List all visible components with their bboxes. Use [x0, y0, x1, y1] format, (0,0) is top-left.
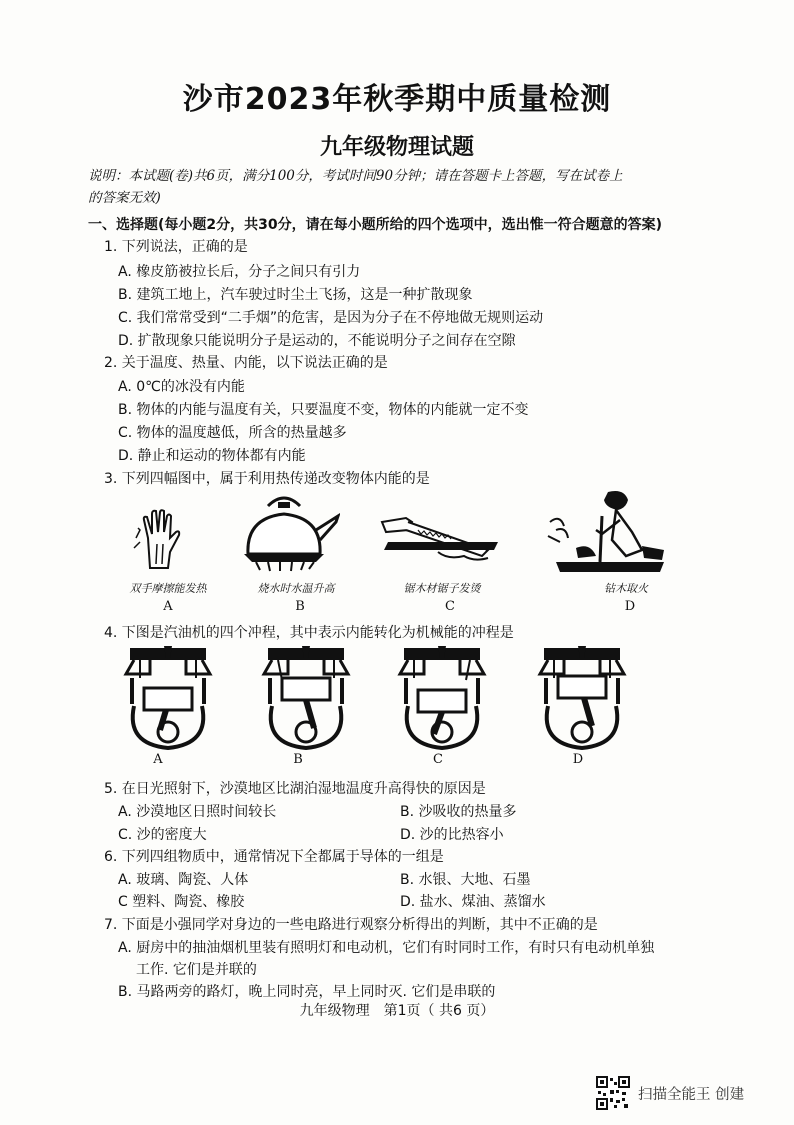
q3-stem: 3. 下列四幅图中，属于利用热传递改变物体内能的是 — [104, 471, 430, 487]
q7-option-a-line2: 工作. 它们是并联的 — [136, 962, 257, 978]
q3-letter-a: A — [163, 599, 173, 614]
q1-stem: 1. 下列说法，正确的是 — [104, 239, 248, 255]
q5-option-a: A. 沙漠地区日照时间较长 — [118, 804, 277, 820]
instructions-line-2: 的答案无效) — [88, 190, 161, 206]
q4-letter-c: C — [433, 752, 443, 767]
q3-letter-d: D — [624, 599, 636, 614]
engine-stroke-c-figure — [394, 644, 490, 752]
q4-letter-a: A — [153, 752, 163, 767]
q5-option-d: D. 沙的比热容小 — [400, 827, 504, 843]
q7-option-b: B. 马路两旁的路灯，晚上同时亮，早上同时灭. 它们是串联的 — [118, 984, 496, 1000]
sawing-wood-figure — [378, 508, 502, 568]
section-1-heading: 一、选择题(每小题2分，共30分，请在每小题所给的四个选项中，选出惟一符合题意的答案) — [88, 217, 663, 233]
kettle-figure — [228, 496, 340, 576]
instructions — [90, 165, 730, 209]
instructions-line-1: 说明：本试题(卷)共6页，满分100分，考试时间90分钟；请在答题卡上答题，写在试卷上 — [88, 168, 623, 184]
q7-stem: 7. 下面是小强同学对身边的一些电路进行观察分析得出的判断，其中不正确的是 — [104, 917, 598, 933]
q6-stem: 6. 下列四组物质中，通常情况下全都属于导体的一组是 — [104, 849, 444, 865]
q4-letter-b: B — [293, 752, 303, 767]
q5-stem: 5. 在日光照射下，沙漠地区比湖泊湿地温度升高得快的原因是 — [104, 781, 486, 797]
watermark-text: 扫描全能王 创建 — [638, 1086, 745, 1103]
engine-stroke-d-figure — [534, 644, 630, 752]
q2-option-b: B. 物体的内能与温度有关，只要温度不变，物体的内能就一定不变 — [118, 402, 529, 418]
q6-option-b: B. 水银、大地、石墨 — [400, 872, 531, 888]
scanner-watermark — [596, 1076, 744, 1110]
q1-option-b: B. 建筑工地上，汽车驶过时尘土飞扬，这是一种扩散现象 — [118, 287, 473, 303]
q3-caption-b: 烧水时水温升高 — [257, 582, 335, 595]
q5-option-b: B. 沙吸收的热量多 — [400, 804, 517, 820]
page-footer: 九年级物理 第1页（ 共6 页） — [299, 1003, 495, 1019]
q6-option-d: D. 盐水、煤油、蒸馏水 — [400, 894, 546, 910]
q3-letter-b: B — [295, 599, 305, 614]
exam-title: 沙市2023年秋季期中质量检测 — [182, 82, 612, 117]
drilling-fire-figure — [546, 486, 670, 576]
q5-option-c: C. 沙的密度大 — [118, 827, 207, 843]
q3-letter-c: C — [445, 599, 455, 614]
q4-letter-d: D — [572, 752, 584, 767]
q1-option-c: C. 我们常常受到“二手烟”的危害，是因为分子在不停地做无规则运动 — [118, 310, 544, 326]
engine-stroke-a-figure — [120, 644, 216, 752]
exam-subtitle: 九年级物理试题 — [319, 135, 474, 160]
q2-option-c: C. 物体的温度越低，所含的热量越多 — [118, 425, 347, 441]
q6-option-a: A. 玻璃、陶瓷、人体 — [118, 872, 249, 888]
q2-option-d: D. 静止和运动的物体都有内能 — [118, 448, 306, 464]
engine-stroke-b-figure — [258, 644, 354, 752]
q3-caption-d: 钻木取火 — [604, 582, 648, 595]
q3-caption-a: 双手摩擦能发热 — [129, 582, 207, 595]
qr-code-icon — [596, 1076, 630, 1110]
q2-option-a: A. 0℃的冰没有内能 — [118, 379, 245, 395]
q6-option-c: C 塑料、陶瓷、橡胶 — [118, 894, 245, 910]
hands-rubbing-figure — [130, 508, 190, 572]
q2-stem: 2. 关于温度、热量、内能，以下说法正确的是 — [104, 355, 388, 371]
q7-option-a-line1: A. 厨房中的抽油烟机里装有照明灯和电动机，它们有时同时工作，有时只有电动机单独 — [118, 940, 655, 956]
q1-option-a: A. 橡皮筋被拉长后，分子之间只有引力 — [118, 264, 361, 280]
q1-option-d: D. 扩散现象只能说明分子是运动的，不能说明分子之间存在空隙 — [118, 333, 516, 349]
q3-caption-c: 锯木材锯子发烫 — [403, 582, 481, 595]
q4-stem: 4. 下图是汽油机的四个冲程，其中表示内能转化为机械能的冲程是 — [104, 625, 514, 641]
